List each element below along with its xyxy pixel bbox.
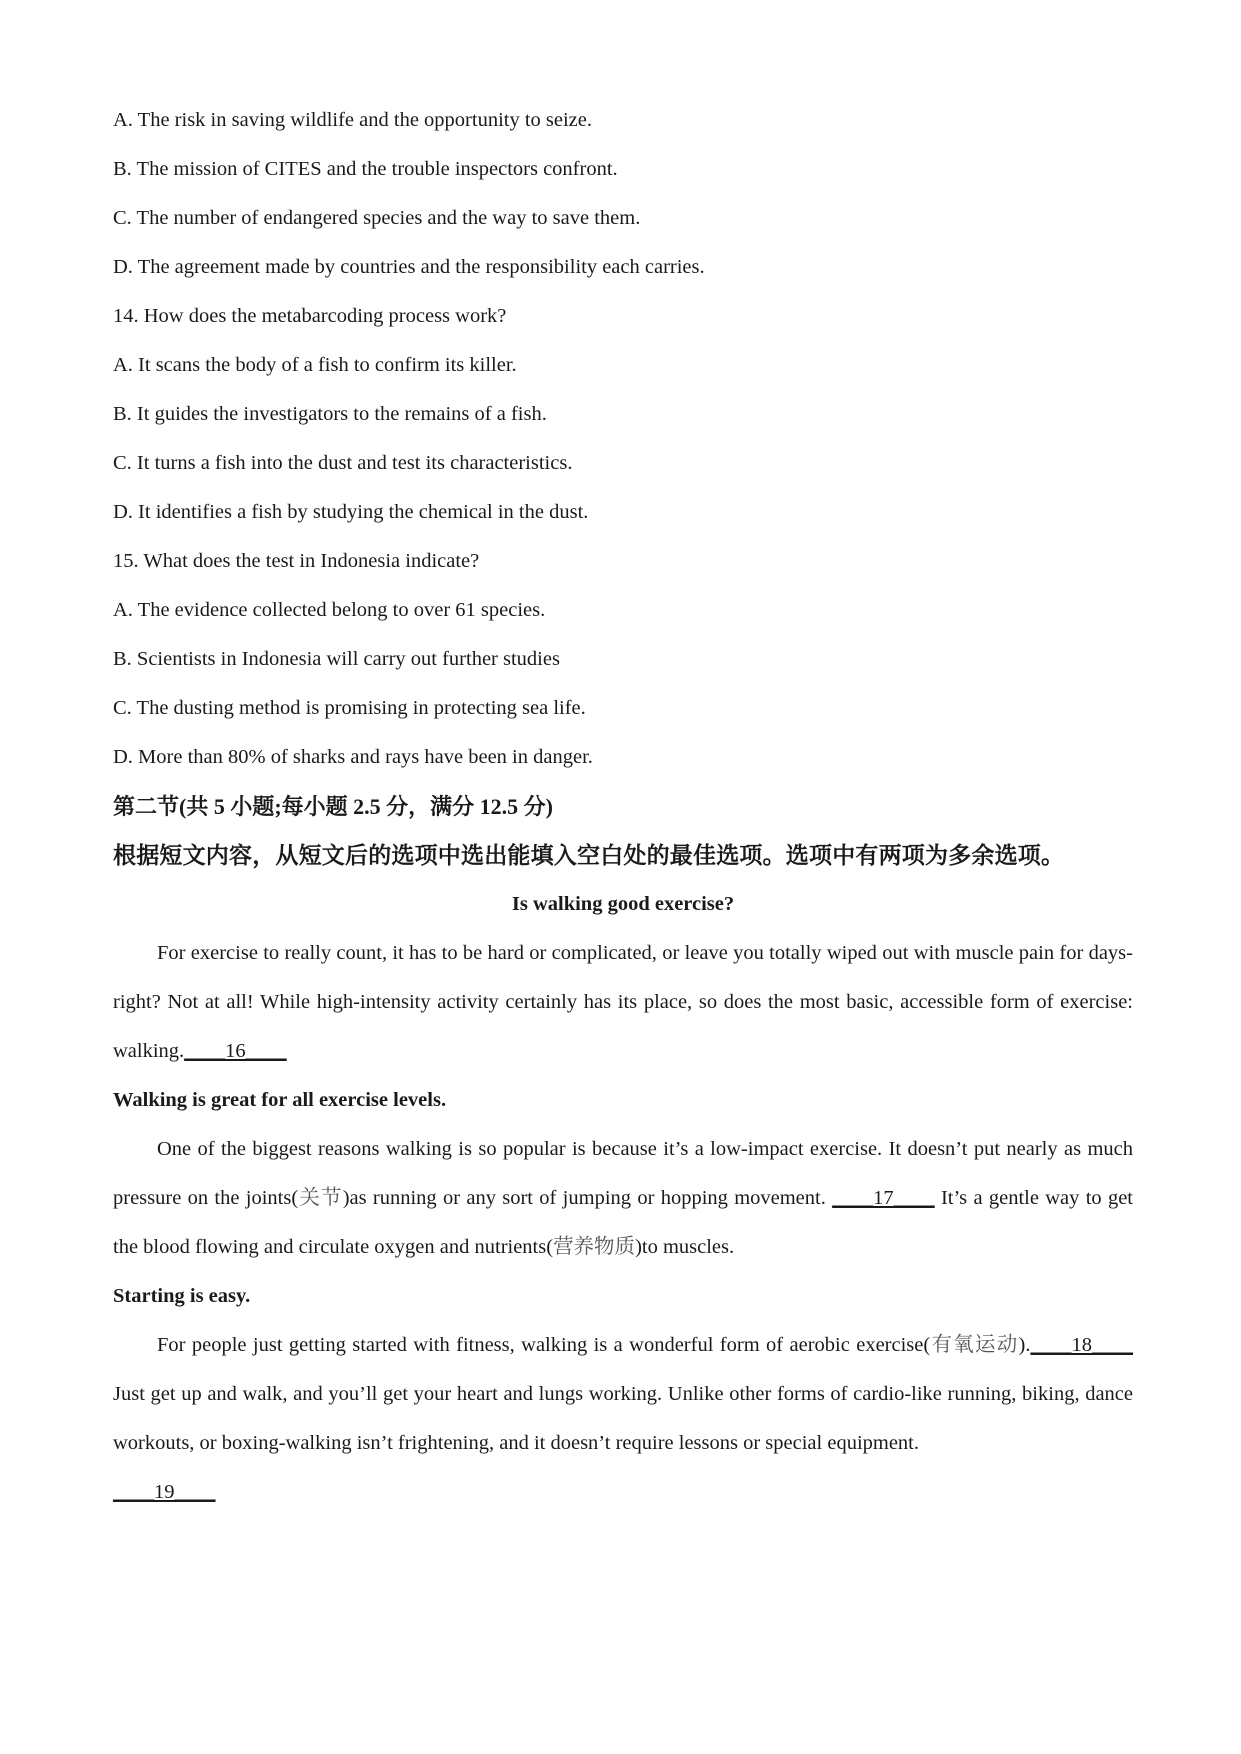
- gloss-aerobic: 有氧运动: [930, 1334, 1019, 1356]
- paragraph-2-text-d: )to muscles.: [635, 1236, 735, 1258]
- subheading-starting-easy: Starting is easy.: [113, 1285, 251, 1307]
- q13-option-b: B. The mission of CITES and the trouble inspectors confront.: [113, 158, 618, 180]
- q14-question: 14. How does the metabarcoding process work?: [113, 305, 507, 327]
- blank-18[interactable]: ____18____: [1030, 1334, 1133, 1356]
- blank-16[interactable]: ____16____: [184, 1040, 287, 1062]
- subheading-exercise-levels: Walking is great for all exercise levels.: [113, 1089, 447, 1111]
- blank-19-line: [113, 1468, 1133, 1517]
- section-heading: 第二节(共 5 小题;每小题 2.5 分，满分 12.5 分): [113, 794, 553, 819]
- paragraph-2-text-c: It’s a gentle way to get the blood flowing and circulate oxygen and nutrients(: [113, 1187, 1133, 1258]
- q13-option-c: C. The number of endangered species and the way to save them.: [113, 207, 641, 229]
- exam-page: [113, 96, 1133, 1517]
- paragraph-3-text-a: For people just getting started with fitness: [157, 1334, 510, 1356]
- q15-option-c: C. The dusting method is promising in protecting sea life.: [113, 697, 586, 719]
- q15-option-a: A. The evidence collected belong to over 61 species.: [113, 599, 546, 621]
- q15-question: 15. What does the test in Indonesia indicate?: [113, 550, 480, 572]
- blank-19[interactable]: ____19____: [113, 1481, 216, 1503]
- q14-option-b: B. It guides the investigators to the remains of a fish.: [113, 403, 547, 425]
- passage-paragraph-2: [113, 1125, 1133, 1272]
- q14-option-c: C. It turns a fish into the dust and test its characteristics.: [113, 452, 573, 474]
- paragraph-2-text-b: )as running or any sort of jumping or hopping movement.: [342, 1187, 833, 1209]
- passage-paragraph-3: [113, 1321, 1133, 1468]
- paragraph-1-text: For exercise to really count, it has to be hard or complicated, or leave you totally wiped out with muscle pain for days-right? Not at all! While high-intensity activity certainly has its place, so does the most basic, accessible form of exercise: walking.: [113, 942, 1133, 1062]
- q14-option-d: D. It identifies a fish by studying the chemical in the dust.: [113, 501, 589, 523]
- passage-title: Is walking good exercise?: [511, 893, 735, 915]
- q15-option-b: B. Scientists in Indonesia will carry out further studies: [113, 648, 560, 670]
- q15-option-d: D. More than 80% of sharks and rays have been in danger.: [113, 746, 593, 768]
- passage-paragraph-1: [113, 929, 1133, 1076]
- q13-option-d: D. The agreement made by countries and the responsibility each carries.: [113, 256, 705, 278]
- paragraph-3-text-c: ).: [1018, 1334, 1031, 1356]
- paragraph-3-text-b: walking is a wonderful form of aerobic exercise(: [514, 1334, 931, 1356]
- paragraph-2-text-a: One of the biggest reasons walking is so popular is because it’s a low-impact exercise. It doesn’t put nearly as much pressure on the joints(: [113, 1138, 1133, 1209]
- gloss-joints: 关节: [298, 1187, 343, 1209]
- q13-option-a: A. The risk in saving wildlife and the opportunity to seize.: [113, 109, 593, 131]
- blank-17[interactable]: ____17____: [832, 1187, 935, 1209]
- paragraph-3-text-d: Just get up and walk, and you’ll get your heart and lungs working. Unlike other forms of cardio-like running, biking, dance workouts, or boxing-walking isn’t frightening, and it doesn’t require lessons or special equipment.: [113, 1383, 1133, 1454]
- paragraph-3-comma: ,: [509, 1334, 515, 1356]
- section-instruction: 根据短文内容，从短文后的选项中选出能填入空白处的最佳选项。选项中有两项为多余选项。: [113, 843, 1065, 868]
- gloss-nutrients: 营养物质: [553, 1236, 636, 1258]
- q14-option-a: A. It scans the body of a fish to confirm its killer.: [113, 354, 517, 376]
